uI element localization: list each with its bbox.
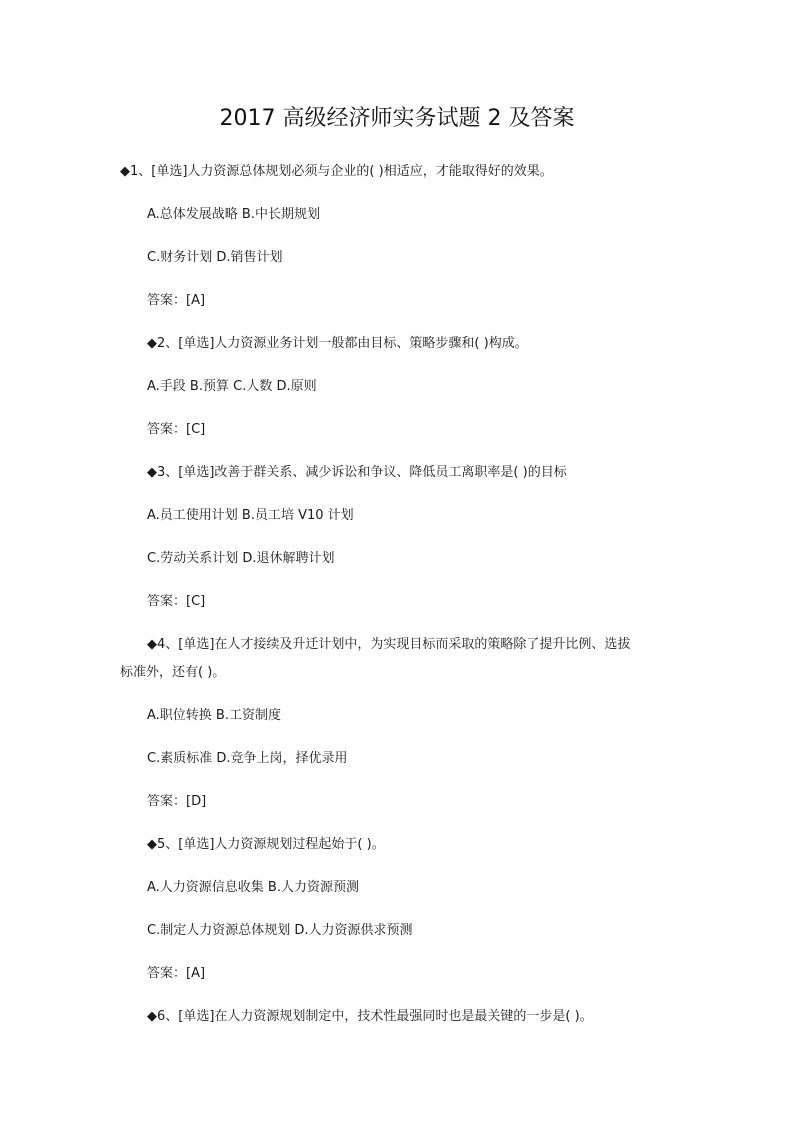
question-2-stem: ◆2、[单选]人力资源业务计划一般都由目标、策略步骤和( )构成。 xyxy=(147,336,528,351)
question-3-options-cd: C.劳动关系计划 D.退休解聘计划 xyxy=(147,551,335,566)
question-1-options-ab: A.总体发展战略 B.中长期规划 xyxy=(147,207,320,222)
question-3-stem: ◆3、[单选]改善于群关系、减少诉讼和争议、降低员工离职率是( )的目标 xyxy=(147,465,567,480)
question-1-stem: ◆1、[单选]人力资源总体规划必须与企业的( )相适应，才能取得好的效果。 xyxy=(120,164,553,179)
question-5-stem: ◆5、[单选]人力资源规划过程起始于( )。 xyxy=(147,837,385,852)
question-4-answer: 答案：[D] xyxy=(147,794,207,809)
question-4-stem: ◆4、[单选]在人才接续及升迁计划中，为实现目标而采取的策略除了提升比例、选拔 xyxy=(147,637,631,652)
page-title: 2017 高级经济师实务试题 2 及答案 xyxy=(219,106,575,131)
question-1-answer: 答案：[A] xyxy=(147,293,206,308)
question-5-answer: 答案：[A] xyxy=(147,966,206,981)
question-4-stem-continued: 标准外，还有( )。 xyxy=(120,665,226,680)
question-1-options-cd: C.财务计划 D.销售计划 xyxy=(147,250,283,265)
question-4-options-cd: C.素质标准 D.竞争上岗，择优录用 xyxy=(147,751,348,766)
question-2-answer: 答案：[C] xyxy=(147,422,206,437)
question-2-options: A.手段 B.预算 C.人数 D.原则 xyxy=(147,379,317,394)
question-5-options-ab: A.人力资源信息收集 B.人力资源预测 xyxy=(147,880,359,895)
question-5-options-cd: C.制定人力资源总体规划 D.人力资源供求预测 xyxy=(147,923,413,938)
question-3-options-ab: A.员工使用计划 B.员工培 V10 计划 xyxy=(147,508,354,523)
question-6-stem: ◆6、[单选]在人力资源规划制定中，技术性最强同时也是最关键的一步是( )。 xyxy=(147,1009,593,1024)
question-4-options-ab: A.职位转换 B.工资制度 xyxy=(147,708,281,723)
question-3-answer: 答案：[C] xyxy=(147,594,206,609)
